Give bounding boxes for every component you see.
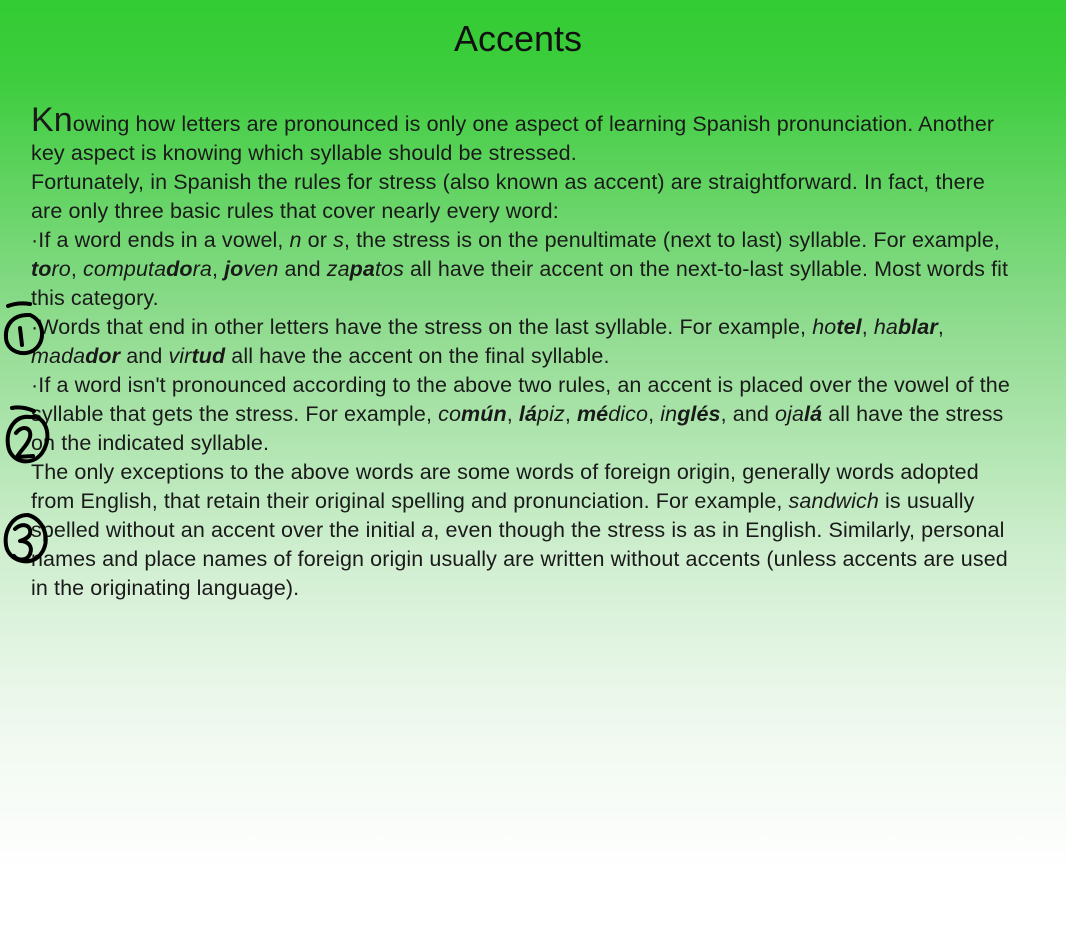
example-word: hablar	[873, 315, 938, 339]
rule-2-paragraph: ·Words that end in other letters have the stress on the last syllable. For example, hotel, hablar, madador and virtud all have the accent on the final syllable.	[31, 315, 944, 368]
handwritten-one-annotation	[0, 300, 60, 380]
intro-paragraph: Knowing how letters are pronounced is only one aspect of learning Spanish pronunciation. Another key aspect is knowing which syllable should be stressed.	[31, 101, 995, 165]
example-word: toro	[31, 257, 71, 281]
example-word: madador	[31, 344, 121, 368]
rule-1-paragraph: ·If a word ends in a vowel, n or s, the stress is on the penultimate (next to last) syllable. For example, toro, computadora, joven and zapatos all have their accent on the next-to-last syllable. Most words fit this category.	[31, 228, 1009, 310]
drop-letters: Kn	[31, 101, 73, 139]
example-word: hotel	[812, 315, 862, 339]
example-word: virtud	[168, 344, 226, 368]
handwritten-three-annotation	[0, 505, 60, 585]
example-word: médico	[576, 402, 649, 426]
slide-body	[31, 101, 1021, 603]
example-word: inglés	[660, 402, 721, 426]
handwritten-two-annotation	[0, 405, 60, 485]
example-word: joven	[224, 257, 279, 281]
example-word: computadora	[82, 257, 212, 281]
example-word: común	[438, 402, 507, 426]
example-word: lápiz	[518, 402, 565, 426]
example-word: zapatos	[326, 257, 404, 281]
exceptions-paragraph: The only exceptions to the above words are some words of foreign origin, generally words adopted from English, that retain their original spelling and pronunciation. For example, sandwich is usually spelled without an accent over the initial a, even though the stress is as in English. Similarly, personal names and place names of foreign origin usually are written without accents (unless accents are used in the originating language).	[31, 460, 1008, 600]
example-word: ojalá	[775, 402, 823, 426]
rules-intro-paragraph: Fortunately, in Spanish the rules for stress (also known as accent) are straightforward. In fact, there are only three basic rules that cover nearly every word:	[31, 170, 985, 223]
slide-title: Accents	[453, 18, 583, 59]
rule-3-paragraph: ·If a word isn't pronounced according to the above two rules, an accent is placed over the vowel of the syllable that gets the stress. For example, común, lápiz, médico, inglés, and ojalá all have the stress on the indicated syllable.	[31, 373, 1010, 455]
